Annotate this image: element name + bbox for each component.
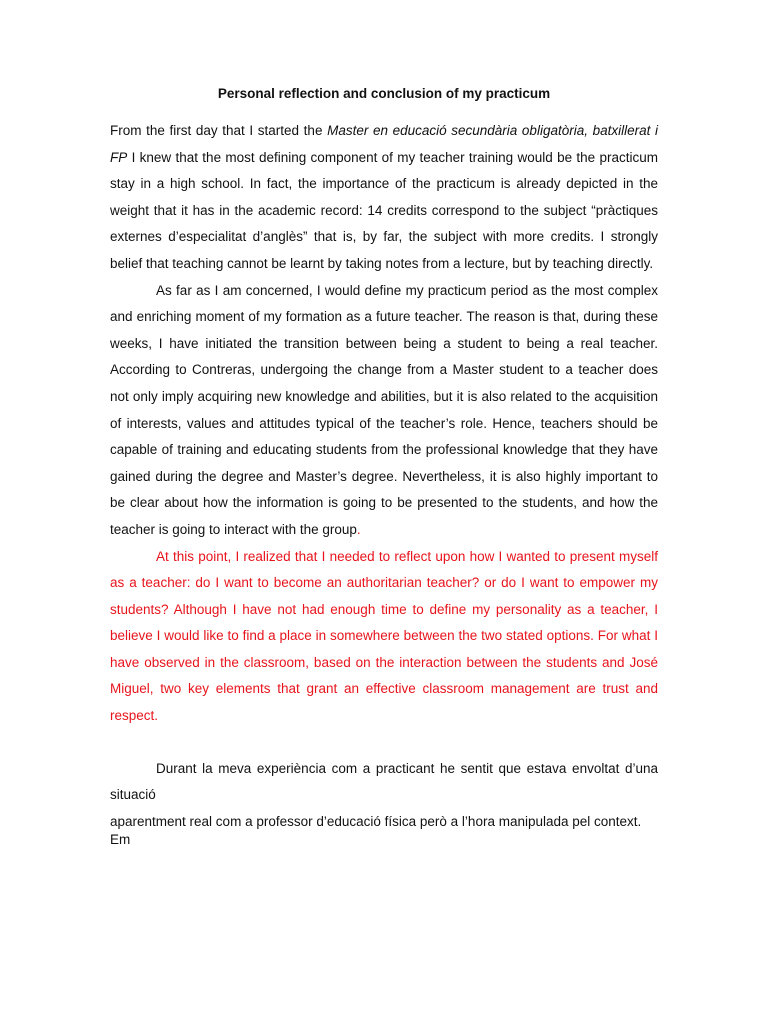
paragraph-4: Durant la meva experiència com a practicant he sentit que estava envoltat d’una situació (110, 760, 658, 803)
paragraph-2-red-period: . (356, 521, 361, 537)
paragraph-5: aparentment real com a professor d’educació física però a l’hora manipulada pel context. Em (110, 813, 642, 847)
paragraph-3-highlighted: At this point, I realized that I needed to reflect upon how I wanted to present myself as a teacher: do I want to become an authoritarian teacher? or do I want to empower my students? Although I have not had enough time to define my personality as a teacher, I believe I would like to find a place in somewhere between the two stated options. For what I have observed in the classroom, based on the interaction between the students and José Miguel, two key elements that grant an effective classroom management are trust and respect. (110, 548, 658, 724)
paragraph-1-start: From the first day that I started the (110, 123, 328, 138)
paragraph-2 (110, 278, 658, 544)
paragraph-1-rest: I knew that the most defining component of my teacher training would be the practicum stay in a high school. In fact, the importance of the practicum is already depicted in the weight that it has in the academic record: 14 credits correspond to the subject “pràctiques externes d’especialitat d’anglès” that is, by far, the subject with more credits. I strongly belief that teaching cannot be learnt by taking notes from a lecture, but by teaching directly. (110, 149, 658, 271)
document-title: Personal reflection and conclusion of my practicum (217, 86, 551, 101)
paragraph-1 (110, 118, 658, 278)
paragraph-2-text: As far as I am concerned, I would define my practicum period as the most complex and enriching moment of my formation as a future teacher. The reason is that, during these weeks, I have initiated the transition between being a student to being a real teacher. According to Contreras, undergoing the change from a Master student to a teacher does not only imply acquiring new knowledge and abilities, but it is also related to the acquisition of interests, values and attitudes typical of the teacher’s role. Hence, teachers should be capable of training and educating students from the professional knowledge that they have gained during the degree and Master’s degree. Nevertheless, it is also highly important to be clear about how the information is going to be presented to the students, and how the teacher is going to interact with the group (110, 282, 658, 537)
document-page (110, 84, 658, 849)
blank-line (110, 730, 658, 756)
paragraph-1-italic-course-name: Master en educació secundària obligatòria, batxillerat i FP (110, 123, 658, 165)
